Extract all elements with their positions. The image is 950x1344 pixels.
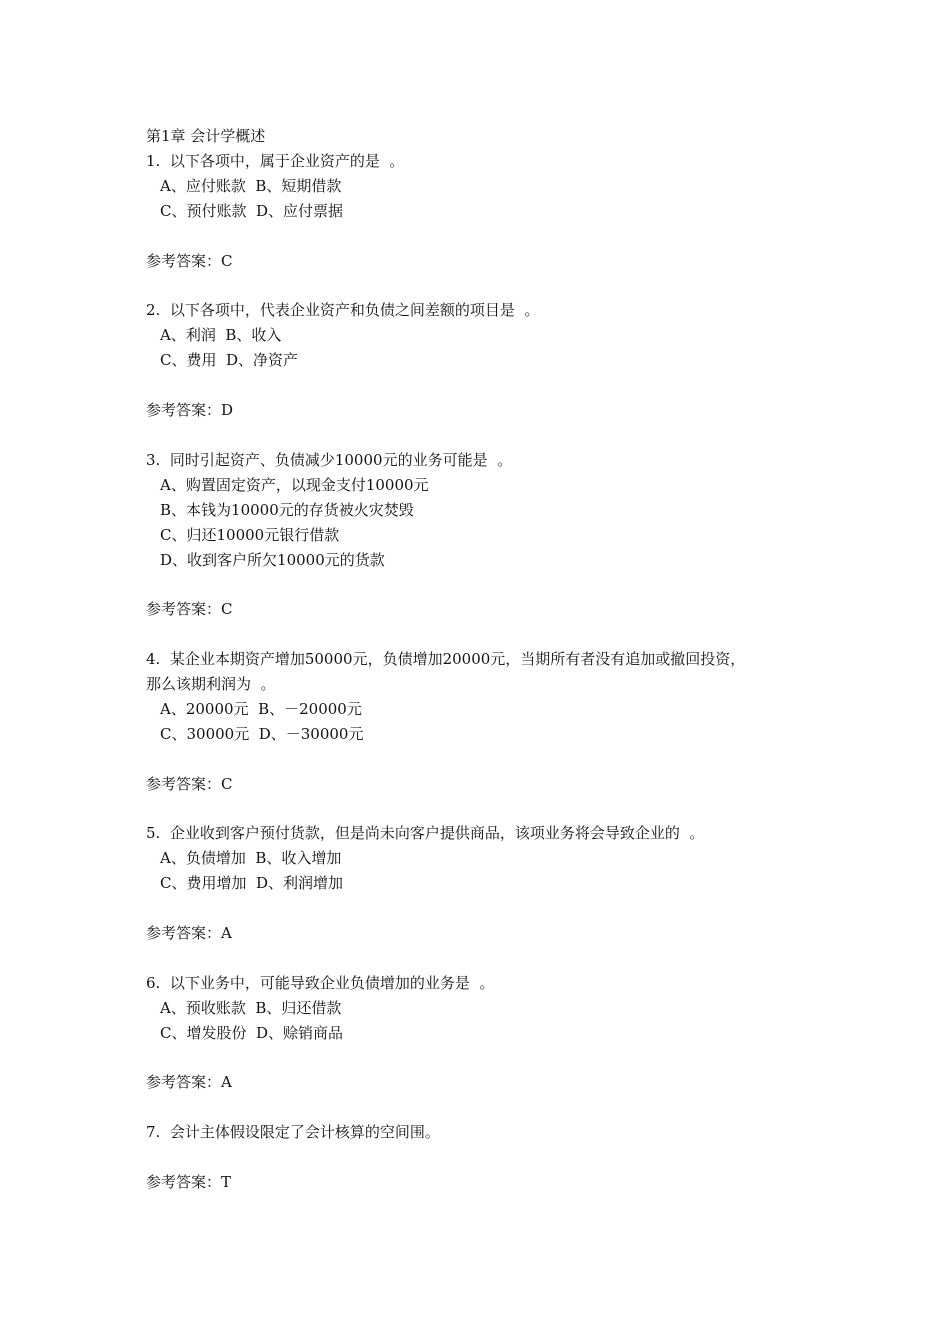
- answer-label: 参考答案：: [146, 600, 222, 618]
- answer-value: C: [221, 775, 233, 793]
- question-3-option-d: D、收到客户所欠10000元的货款: [160, 551, 385, 569]
- answer-label: 参考答案：: [146, 252, 222, 270]
- question-7-stem: 7. 会计主体假设限定了会计核算的空间围。: [146, 1123, 440, 1141]
- answer-value: C: [221, 252, 233, 270]
- question-1-stem: 1. 以下各项中，属于企业资产的是 。: [146, 152, 405, 170]
- question-3-answer: [146, 599, 233, 619]
- question-5-options-row-1: A、负债增加 B、收入增加: [160, 849, 342, 867]
- question-6-stem: 6. 以下业务中，可能导致企业负债增加的业务是 。: [146, 974, 495, 992]
- question-1-answer: [146, 251, 233, 271]
- question-6-options-row-2: C、增发股份 D、赊销商品: [160, 1024, 344, 1042]
- question-4-options-row-1: A、20000元 B、－20000元: [160, 700, 362, 718]
- answer-label: 参考答案：: [146, 1173, 222, 1191]
- answer-label: 参考答案：: [146, 401, 222, 419]
- question-2-options-row-1: A、利润 B、收入: [160, 326, 282, 344]
- question-2-answer: [146, 400, 233, 420]
- question-4-answer: [146, 774, 233, 794]
- question-1-options-row-2: C、预付账款 D、应付票据: [160, 202, 344, 220]
- answer-value: A: [221, 924, 232, 942]
- question-3-stem: 3. 同时引起资产、负债减少10000元的业务可能是 。: [146, 451, 513, 469]
- question-4-options-row-2: C、30000元 D、－30000元: [160, 725, 364, 743]
- question-1-options-row-1: A、应付账款 B、短期借款: [160, 177, 342, 195]
- question-7-answer: [146, 1172, 231, 1192]
- question-2-stem: 2. 以下各项中，代表企业资产和负债之间差额的项目是 。: [146, 301, 540, 319]
- question-3-option-a: A、购置固定资产，以现金支付10000元: [160, 476, 429, 494]
- answer-value: D: [221, 401, 234, 419]
- question-5-stem: 5. 企业收到客户预付货款，但是尚未向客户提供商品，该项业务将会导致企业的 。: [146, 824, 705, 842]
- answer-label: 参考答案：: [146, 1073, 222, 1091]
- question-3-option-b: B、本钱为10000元的存货被火灾焚毁: [160, 501, 414, 519]
- question-4-stem-continued: 那么该期利润为 。: [146, 675, 276, 693]
- answer-label: 参考答案：: [146, 924, 222, 942]
- answer-value: A: [221, 1073, 232, 1091]
- question-5-options-row-2: C、费用增加 D、利润增加: [160, 874, 344, 892]
- chapter-title: 第1章 会计学概述: [146, 127, 266, 145]
- question-5-answer: [146, 923, 232, 943]
- question-6-options-row-1: A、预收账款 B、归还借款: [160, 999, 342, 1017]
- question-3-option-c: C、归还10000元银行借款: [160, 526, 340, 544]
- answer-label: 参考答案：: [146, 775, 222, 793]
- question-4-stem: 4. 某企业本期资产增加50000元，负债增加20000元，当期所有者没有追加或撤回投资，: [146, 650, 746, 668]
- answer-value: T: [221, 1173, 232, 1191]
- question-2-options-row-2: C、费用 D、净资产: [160, 351, 299, 369]
- answer-value: C: [221, 600, 233, 618]
- question-6-answer: [146, 1072, 232, 1092]
